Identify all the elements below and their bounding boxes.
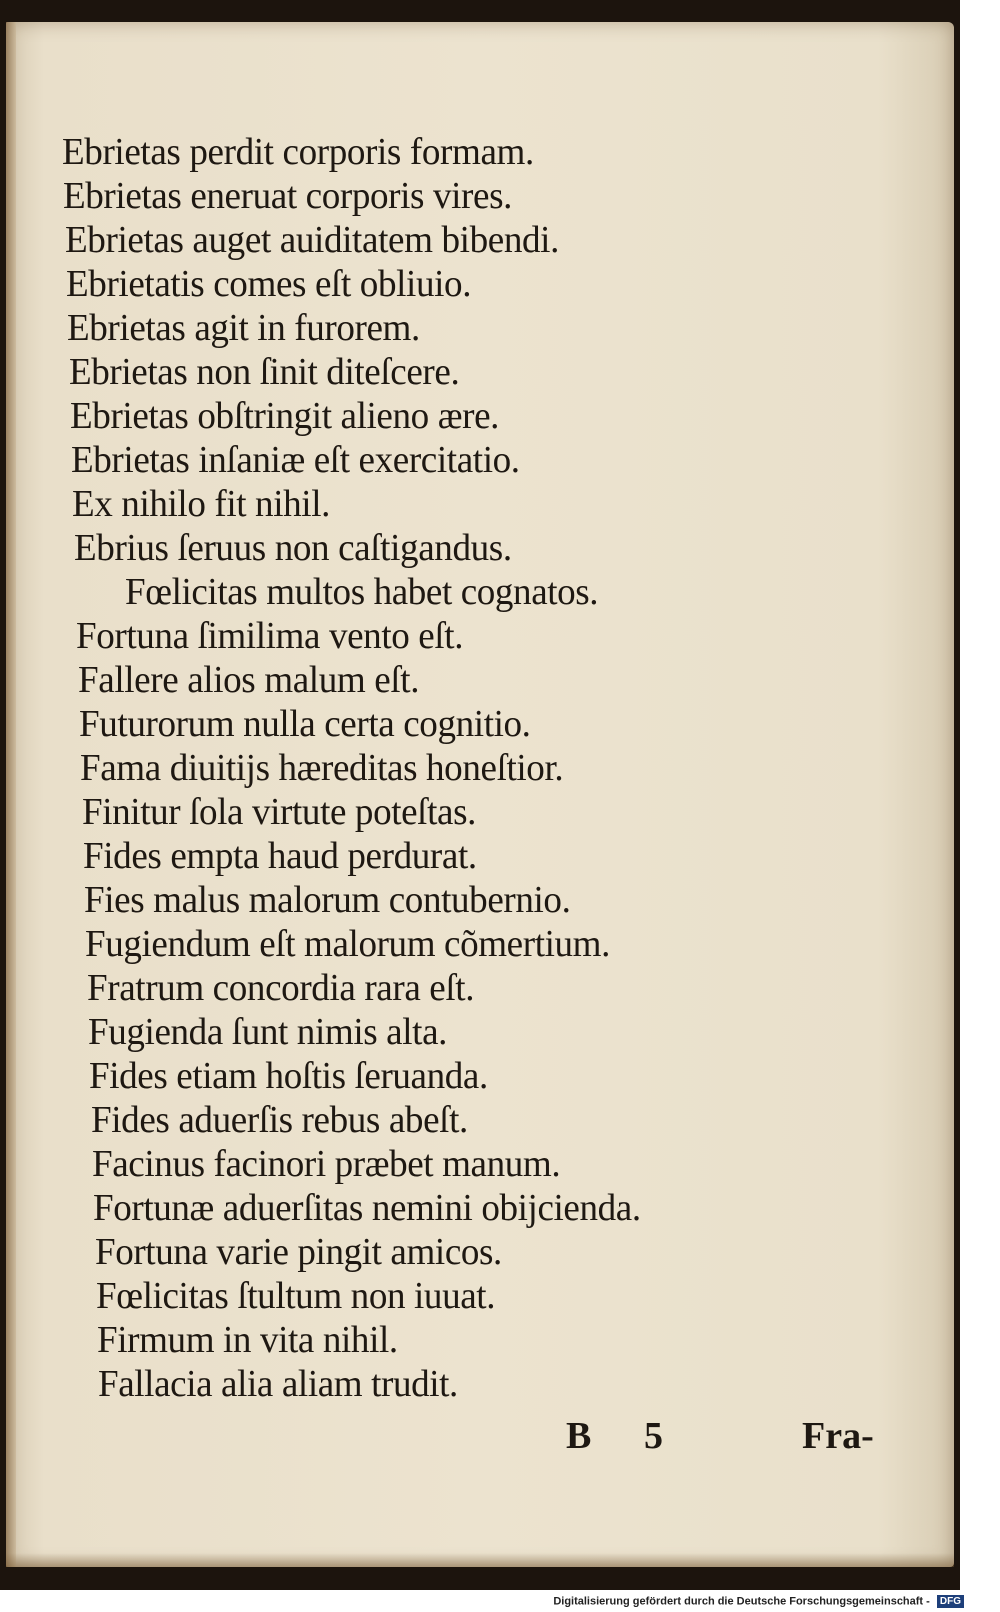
text-line: Futurorum nulla certa cognitio. <box>78 703 531 745</box>
signature-number: 5 <box>644 1415 663 1457</box>
text-line: Ebrietas non ſinit diteſcere. <box>68 351 459 393</box>
text-line: Fugiendum eſt malorum cõmertium. <box>85 923 611 965</box>
text-line: Fœlicitas ſtultum non iuuat. <box>95 1275 495 1317</box>
text-line: Ebrietatis comes eſt obliuio. <box>65 263 471 305</box>
text-line: Ebrietas auget auiditatem bibendi. <box>64 219 559 261</box>
page-bottom-edge <box>6 1553 954 1567</box>
text-line: Ebrietas inſaniæ eſt exercitatio. <box>71 439 520 481</box>
book-page <box>6 22 954 1567</box>
text-line: Fallere alios malum eſt. <box>77 659 419 701</box>
text-line: Fallacia alia aliam trudit. <box>98 1363 459 1405</box>
text-line: Fama diuitijs hæreditas honeſtior. <box>80 747 564 789</box>
signature-line <box>6 1412 954 1460</box>
text-line: Fratrum concordia rara eſt. <box>86 967 474 1009</box>
proverb-list <box>62 130 922 1406</box>
text-line: Ex nihilo fit nihil. <box>72 483 331 525</box>
dfg-logo: DFG <box>937 1595 964 1608</box>
digitization-credit <box>553 1595 964 1608</box>
text-line: Ebrietas eneruat corporis vires. <box>63 175 513 217</box>
catchword: Fra- <box>802 1415 874 1457</box>
text-line: Fortuna ſimilima vento eſt. <box>76 615 464 657</box>
text-line: Fortunæ aduerſitas nemini obijcienda. <box>93 1187 641 1229</box>
text-line: Firmum in vita nihil. <box>97 1319 398 1361</box>
text-line: Ebrius ſeruus non caſtigandus. <box>73 527 512 569</box>
text-line: Fugienda ſunt nimis alta. <box>88 1011 448 1053</box>
text-line: Fies malus malorum contubernio. <box>84 879 571 921</box>
text-line: Fides aduerſis rebus abeſt. <box>90 1099 468 1141</box>
credit-text: Digitalisierung gefördert durch die Deutsche Forschungsgemeinschaft - <box>553 1595 930 1608</box>
text-line: Fortuna varie pingit amicos. <box>94 1231 502 1273</box>
text-line: Fides etiam hoſtis ſeruanda. <box>89 1055 489 1097</box>
text-line: Ebrietas obſtringit alieno ære. <box>69 395 499 437</box>
page-spine-edge <box>6 22 16 1567</box>
text-line: Ebrietas perdit corporis formam. <box>62 131 534 173</box>
text-line: Finitur ſola virtute poteſtas. <box>81 791 476 833</box>
text-line: Facinus facinori præbet manum. <box>91 1143 561 1185</box>
text-line: Fides empta haud perdurat. <box>82 835 477 877</box>
text-line: Fœlicitas multos habet cognatos. <box>125 571 599 613</box>
text-line: Ebrietas agit in furorem. <box>67 307 421 349</box>
signature-mark: B <box>566 1415 592 1457</box>
